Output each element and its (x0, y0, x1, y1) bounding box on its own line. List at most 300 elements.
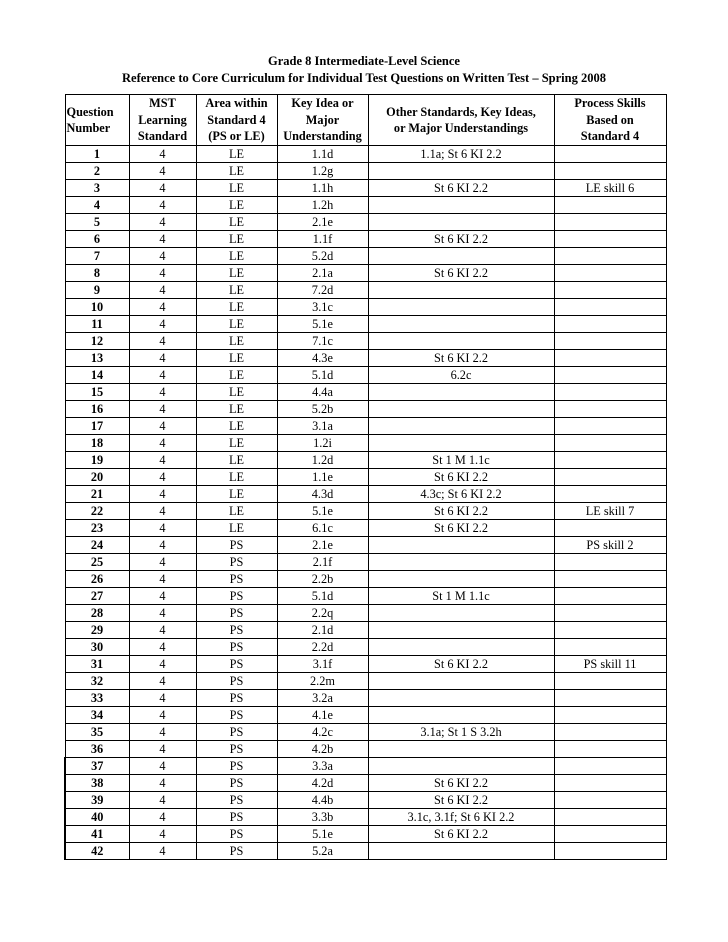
key-idea-cell: 4.2c (277, 724, 368, 741)
other-standards-cell: St 6 KI 2.2 (368, 265, 554, 282)
process-skills-cell (554, 469, 666, 486)
table-row (65, 163, 666, 180)
table-row (65, 350, 666, 367)
mst-standard-cell: 4 (129, 724, 196, 741)
key-idea-cell: 5.2d (277, 248, 368, 265)
key-idea-cell: 3.1c (277, 299, 368, 316)
area-cell: LE (196, 180, 277, 197)
area-cell: PS (196, 673, 277, 690)
other-standards-cell (368, 333, 554, 350)
area-cell: LE (196, 265, 277, 282)
mst-standard-cell: 4 (129, 826, 196, 843)
process-skills-cell (554, 418, 666, 435)
other-standards-cell: St 1 M 1.1c (368, 588, 554, 605)
table-row (65, 299, 666, 316)
mst-standard-cell: 4 (129, 401, 196, 418)
question-number-cell: 29 (65, 622, 129, 639)
question-number-cell: 12 (65, 333, 129, 350)
key-idea-cell: 4.2d (277, 775, 368, 792)
question-number-cell: 14 (65, 367, 129, 384)
mst-standard-cell: 4 (129, 537, 196, 554)
mst-standard-cell: 4 (129, 367, 196, 384)
process-skills-cell (554, 282, 666, 299)
table-row (65, 741, 666, 758)
table-row (65, 469, 666, 486)
header-key-line: Understanding (283, 129, 362, 144)
table-body (65, 146, 666, 860)
process-skills-cell (554, 826, 666, 843)
process-skills-cell: PS skill 2 (554, 537, 666, 554)
area-cell: LE (196, 333, 277, 350)
process-skills-cell (554, 673, 666, 690)
key-idea-cell: 6.1c (277, 520, 368, 537)
question-number-cell: 36 (65, 741, 129, 758)
question-number-cell: 40 (65, 809, 129, 826)
question-number-cell: 31 (65, 656, 129, 673)
header-mst-line: Learning (138, 112, 187, 127)
header-other-line: Other Standards, Key Ideas, (386, 104, 536, 119)
table-row (65, 707, 666, 724)
other-standards-cell: St 6 KI 2.2 (368, 469, 554, 486)
process-skills-cell (554, 843, 666, 860)
mst-standard-cell: 4 (129, 384, 196, 401)
header-key-line: Key Idea or (291, 96, 354, 111)
table-row (65, 146, 666, 163)
mst-standard-cell: 4 (129, 707, 196, 724)
process-skills-cell (554, 384, 666, 401)
table-row (65, 588, 666, 605)
area-cell: LE (196, 469, 277, 486)
area-cell: PS (196, 571, 277, 588)
table-row (65, 214, 666, 231)
area-cell: PS (196, 690, 277, 707)
area-cell: LE (196, 350, 277, 367)
key-idea-cell: 4.2b (277, 741, 368, 758)
other-standards-cell: 3.1c, 3.1f; St 6 KI 2.2 (368, 809, 554, 826)
mst-standard-cell: 4 (129, 163, 196, 180)
key-idea-cell: 2.2b (277, 571, 368, 588)
other-standards-cell (368, 163, 554, 180)
mst-standard-cell: 4 (129, 180, 196, 197)
other-standards-cell: St 6 KI 2.2 (368, 656, 554, 673)
other-standards-cell: St 6 KI 2.2 (368, 792, 554, 809)
header-area-line: Area within (205, 96, 268, 111)
area-cell: PS (196, 792, 277, 809)
question-number-cell: 25 (65, 554, 129, 571)
question-number-cell: 26 (65, 571, 129, 588)
mst-standard-cell: 4 (129, 843, 196, 860)
process-skills-cell (554, 214, 666, 231)
question-number-cell: 34 (65, 707, 129, 724)
process-skills-cell (554, 758, 666, 775)
area-cell: PS (196, 758, 277, 775)
key-idea-cell: 5.1e (277, 826, 368, 843)
other-standards-cell (368, 843, 554, 860)
other-standards-cell (368, 214, 554, 231)
header-question-number (65, 95, 129, 146)
table-row (65, 809, 666, 826)
header-process-line: Based on (586, 112, 634, 127)
other-standards-cell (368, 690, 554, 707)
area-cell: LE (196, 384, 277, 401)
question-number-cell: 41 (65, 826, 129, 843)
area-cell: PS (196, 724, 277, 741)
process-skills-cell: PS skill 11 (554, 656, 666, 673)
table-row (65, 333, 666, 350)
header-key-line: Major (305, 112, 340, 127)
mst-standard-cell: 4 (129, 214, 196, 231)
other-standards-cell: St 6 KI 2.2 (368, 503, 554, 520)
question-number-cell: 20 (65, 469, 129, 486)
question-number-cell: 8 (65, 265, 129, 282)
table-row (65, 180, 666, 197)
area-cell: LE (196, 282, 277, 299)
question-number-cell: 32 (65, 673, 129, 690)
question-number-cell: 23 (65, 520, 129, 537)
process-skills-cell (554, 333, 666, 350)
area-cell: LE (196, 452, 277, 469)
mst-standard-cell: 4 (129, 248, 196, 265)
area-cell: LE (196, 367, 277, 384)
other-standards-cell (368, 741, 554, 758)
other-standards-cell: St 1 M 1.1c (368, 452, 554, 469)
table-row (65, 571, 666, 588)
question-number-cell: 27 (65, 588, 129, 605)
area-cell: LE (196, 146, 277, 163)
mst-standard-cell: 4 (129, 435, 196, 452)
table-row (65, 605, 666, 622)
process-skills-cell (554, 452, 666, 469)
header-process-line: Standard 4 (580, 129, 640, 144)
mst-standard-cell: 4 (129, 520, 196, 537)
other-standards-cell (368, 622, 554, 639)
title-line-2: Reference to Core Curriculum for Individual Test Questions on Written Test – Spring 2008 (122, 71, 606, 85)
other-standards-cell: St 6 KI 2.2 (368, 350, 554, 367)
process-skills-cell (554, 724, 666, 741)
header-mst-learning-standard (129, 95, 196, 146)
key-idea-cell: 5.1d (277, 367, 368, 384)
question-number-cell: 21 (65, 486, 129, 503)
mst-standard-cell: 4 (129, 469, 196, 486)
header-question-line: Number (66, 121, 111, 135)
process-skills-cell (554, 571, 666, 588)
key-idea-cell: 2.1e (277, 537, 368, 554)
mst-standard-cell: 4 (129, 758, 196, 775)
area-cell: PS (196, 537, 277, 554)
mst-standard-cell: 4 (129, 299, 196, 316)
process-skills-cell (554, 639, 666, 656)
mst-standard-cell: 4 (129, 418, 196, 435)
other-standards-cell (368, 537, 554, 554)
other-standards-cell (368, 707, 554, 724)
question-number-cell: 13 (65, 350, 129, 367)
header-question-line: Question (66, 104, 114, 119)
other-standards-cell: 3.1a; St 1 S 3.2h (368, 724, 554, 741)
process-skills-cell (554, 350, 666, 367)
table-row (65, 248, 666, 265)
area-cell: PS (196, 605, 277, 622)
header-mst-line: MST (149, 96, 176, 111)
mst-standard-cell: 4 (129, 197, 196, 214)
other-standards-cell (368, 673, 554, 690)
mst-standard-cell: 4 (129, 809, 196, 826)
question-number-cell: 37 (65, 758, 129, 775)
other-standards-cell (368, 605, 554, 622)
header-area-line: Standard 4 (207, 112, 266, 127)
document-title (0, 53, 728, 87)
other-standards-cell (368, 435, 554, 452)
header-process-skills (554, 95, 666, 146)
table-row (65, 435, 666, 452)
area-cell: LE (196, 316, 277, 333)
area-cell: PS (196, 775, 277, 792)
table-row (65, 758, 666, 775)
key-idea-cell: 1.1f (277, 231, 368, 248)
question-number-cell: 10 (65, 299, 129, 316)
area-cell: PS (196, 554, 277, 571)
area-cell: LE (196, 248, 277, 265)
key-idea-cell: 4.4a (277, 384, 368, 401)
other-standards-cell: 4.3c; St 6 KI 2.2 (368, 486, 554, 503)
other-standards-cell (368, 401, 554, 418)
process-skills-cell (554, 265, 666, 282)
area-cell: PS (196, 826, 277, 843)
mst-standard-cell: 4 (129, 673, 196, 690)
key-idea-cell: 2.1a (277, 265, 368, 282)
process-skills-cell (554, 554, 666, 571)
area-cell: LE (196, 418, 277, 435)
process-skills-cell (554, 367, 666, 384)
mst-standard-cell: 4 (129, 282, 196, 299)
table-row (65, 367, 666, 384)
question-number-cell: 7 (65, 248, 129, 265)
key-idea-cell: 4.3e (277, 350, 368, 367)
question-number-cell: 24 (65, 537, 129, 554)
other-standards-cell (368, 554, 554, 571)
key-idea-cell: 5.1e (277, 316, 368, 333)
question-number-cell: 30 (65, 639, 129, 656)
area-cell: LE (196, 486, 277, 503)
key-idea-cell: 5.1d (277, 588, 368, 605)
key-idea-cell: 1.2h (277, 197, 368, 214)
area-cell: LE (196, 401, 277, 418)
question-number-cell: 33 (65, 690, 129, 707)
process-skills-cell (554, 605, 666, 622)
table-row (65, 486, 666, 503)
question-number-cell: 9 (65, 282, 129, 299)
mst-standard-cell: 4 (129, 231, 196, 248)
key-idea-cell: 2.1e (277, 214, 368, 231)
process-skills-cell (554, 316, 666, 333)
area-cell: PS (196, 707, 277, 724)
area-cell: PS (196, 741, 277, 758)
mst-standard-cell: 4 (129, 775, 196, 792)
key-idea-cell: 2.1f (277, 554, 368, 571)
question-number-cell: 4 (65, 197, 129, 214)
mst-standard-cell: 4 (129, 588, 196, 605)
mst-standard-cell: 4 (129, 741, 196, 758)
process-skills-cell (554, 809, 666, 826)
key-idea-cell: 3.3b (277, 809, 368, 826)
curriculum-table (64, 94, 667, 860)
header-key-idea (277, 95, 368, 146)
table-row (65, 792, 666, 809)
question-number-cell: 28 (65, 605, 129, 622)
area-cell: LE (196, 435, 277, 452)
key-idea-cell: 1.1h (277, 180, 368, 197)
header-mst-line: Standard (137, 129, 188, 144)
key-idea-cell: 3.1a (277, 418, 368, 435)
area-cell: LE (196, 231, 277, 248)
other-standards-cell (368, 639, 554, 656)
process-skills-cell (554, 197, 666, 214)
question-number-cell: 35 (65, 724, 129, 741)
mst-standard-cell: 4 (129, 605, 196, 622)
header-row (65, 95, 666, 146)
process-skills-cell (554, 248, 666, 265)
process-skills-cell (554, 435, 666, 452)
process-skills-cell (554, 741, 666, 758)
table-row (65, 826, 666, 843)
key-idea-cell: 7.1c (277, 333, 368, 350)
area-cell: PS (196, 639, 277, 656)
header-area-line: (PS or LE) (208, 129, 265, 144)
other-standards-cell (368, 384, 554, 401)
other-standards-cell: 1.1a; St 6 KI 2.2 (368, 146, 554, 163)
title-line-1: Grade 8 Intermediate-Level Science (268, 54, 460, 68)
area-cell: LE (196, 163, 277, 180)
header-area-within-standard (196, 95, 277, 146)
other-standards-cell: St 6 KI 2.2 (368, 231, 554, 248)
table-row (65, 656, 666, 673)
key-idea-cell: 3.1f (277, 656, 368, 673)
table-row (65, 265, 666, 282)
table-row (65, 520, 666, 537)
table-row (65, 503, 666, 520)
process-skills-cell (554, 299, 666, 316)
mst-standard-cell: 4 (129, 265, 196, 282)
mst-standard-cell: 4 (129, 486, 196, 503)
mst-standard-cell: 4 (129, 452, 196, 469)
question-number-cell: 6 (65, 231, 129, 248)
area-cell: PS (196, 656, 277, 673)
other-standards-cell (368, 758, 554, 775)
table-row (65, 316, 666, 333)
area-cell: LE (196, 503, 277, 520)
question-number-cell: 3 (65, 180, 129, 197)
mst-standard-cell: 4 (129, 656, 196, 673)
other-standards-cell: St 6 KI 2.2 (368, 826, 554, 843)
table-row (65, 775, 666, 792)
key-idea-cell: 1.2d (277, 452, 368, 469)
table-row (65, 690, 666, 707)
question-number-cell: 2 (65, 163, 129, 180)
mst-standard-cell: 4 (129, 792, 196, 809)
table-row (65, 622, 666, 639)
question-number-cell: 39 (65, 792, 129, 809)
question-number-cell: 16 (65, 401, 129, 418)
table-row (65, 537, 666, 554)
area-cell: LE (196, 520, 277, 537)
process-skills-cell (554, 588, 666, 605)
table-row (65, 401, 666, 418)
key-idea-cell: 7.2d (277, 282, 368, 299)
question-number-cell: 22 (65, 503, 129, 520)
question-number-cell: 11 (65, 316, 129, 333)
key-idea-cell: 1.2i (277, 435, 368, 452)
key-idea-cell: 4.4b (277, 792, 368, 809)
process-skills-cell (554, 146, 666, 163)
question-number-cell: 38 (65, 775, 129, 792)
mst-standard-cell: 4 (129, 571, 196, 588)
area-cell: PS (196, 622, 277, 639)
table-row (65, 724, 666, 741)
process-skills-cell: LE skill 7 (554, 503, 666, 520)
table-row (65, 452, 666, 469)
other-standards-cell (368, 418, 554, 435)
mst-standard-cell: 4 (129, 350, 196, 367)
process-skills-cell (554, 775, 666, 792)
key-idea-cell: 2.2q (277, 605, 368, 622)
other-standards-cell: St 6 KI 2.2 (368, 520, 554, 537)
table-row (65, 843, 666, 860)
mst-standard-cell: 4 (129, 639, 196, 656)
other-standards-cell: St 6 KI 2.2 (368, 180, 554, 197)
key-idea-cell: 3.2a (277, 690, 368, 707)
table-row (65, 639, 666, 656)
header-other-line: or Major Understandings (393, 121, 529, 135)
area-cell: PS (196, 588, 277, 605)
mst-standard-cell: 4 (129, 690, 196, 707)
process-skills-cell (554, 486, 666, 503)
key-idea-cell: 1.1d (277, 146, 368, 163)
key-idea-cell: 5.1e (277, 503, 368, 520)
table-row (65, 418, 666, 435)
other-standards-cell (368, 571, 554, 588)
table-row (65, 231, 666, 248)
other-standards-cell (368, 299, 554, 316)
key-idea-cell: 2.2m (277, 673, 368, 690)
question-number-cell: 5 (65, 214, 129, 231)
question-number-cell: 17 (65, 418, 129, 435)
process-skills-cell (554, 401, 666, 418)
table-row (65, 673, 666, 690)
process-skills-cell (554, 163, 666, 180)
other-standards-cell (368, 282, 554, 299)
mst-standard-cell: 4 (129, 554, 196, 571)
question-number-cell: 1 (65, 146, 129, 163)
key-idea-cell: 5.2b (277, 401, 368, 418)
question-number-cell: 42 (65, 843, 129, 860)
key-idea-cell: 4.3d (277, 486, 368, 503)
header-process-line: Process Skills (574, 96, 646, 111)
area-cell: LE (196, 299, 277, 316)
process-skills-cell (554, 792, 666, 809)
table-row (65, 282, 666, 299)
other-standards-cell (368, 197, 554, 214)
mst-standard-cell: 4 (129, 316, 196, 333)
process-skills-cell (554, 622, 666, 639)
other-standards-cell (368, 316, 554, 333)
area-cell: LE (196, 197, 277, 214)
mst-standard-cell: 4 (129, 146, 196, 163)
question-number-cell: 19 (65, 452, 129, 469)
header-other-standards (368, 95, 554, 146)
process-skills-cell (554, 231, 666, 248)
process-skills-cell: LE skill 6 (554, 180, 666, 197)
key-idea-cell: 1.2g (277, 163, 368, 180)
key-idea-cell: 2.2d (277, 639, 368, 656)
